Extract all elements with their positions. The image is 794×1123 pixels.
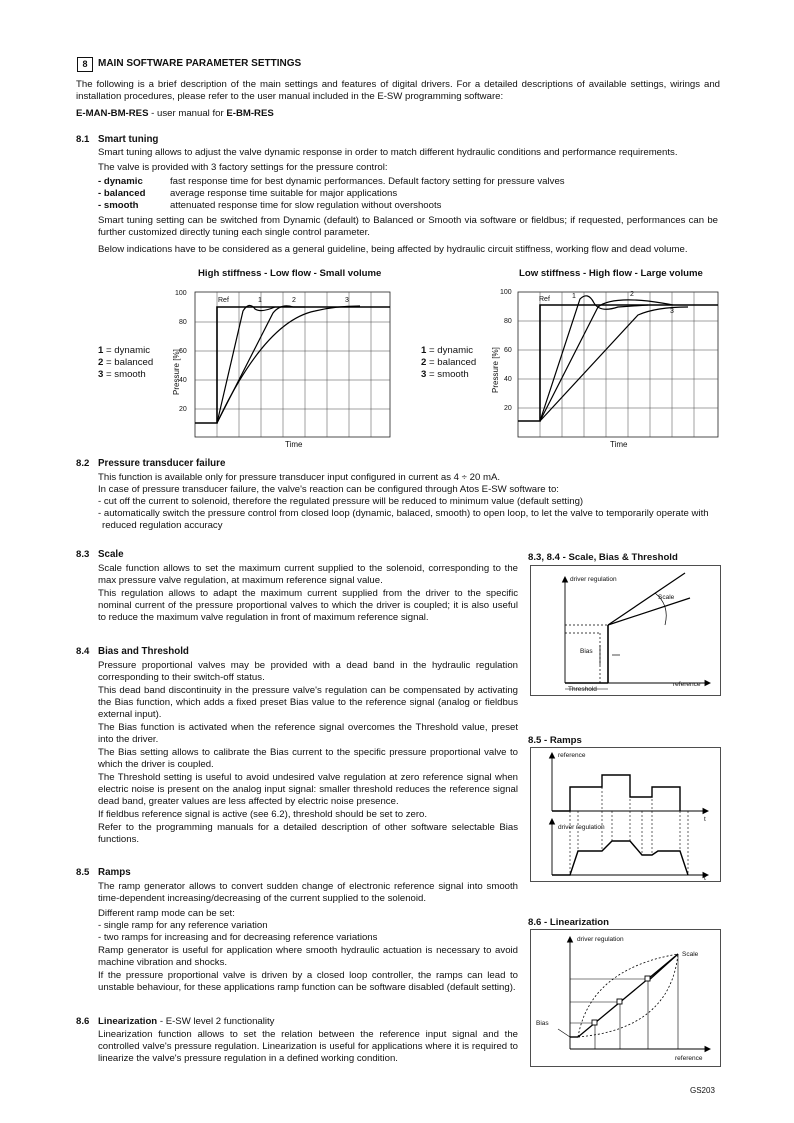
s84-p3: The Bias function is activated when the reference signal overcomes the Threshold value, preset into the driver. [98,722,518,746]
driver-code: E-BM-RES [226,108,274,119]
tick-y-60: 60 [179,348,187,355]
s81-p2: The valve is provided with 3 factory settings for the pressure control: [98,162,388,173]
tick-y-20: 20 [179,406,187,413]
s85-number: 8.5 [76,867,90,878]
legend-num: 2 [98,357,104,368]
s86-title-suffix: - E-SW level 2 functionality [157,1016,275,1027]
tuning-key: - dynamic [98,176,143,187]
legend-item [421,369,476,381]
curve-label-1: 1 [258,297,262,304]
ramps-title: 8.5 - Ramps [528,735,582,746]
manual-mid: - user manual for [148,108,227,119]
s83-p2: This regulation allows to adapt the maximum current supplied from the driver to the specific nominal current of the pressure proportional valves to which the driver is coupled; it is also useful to reduce the maximum valve regulation in front of maximum reference signal. [98,588,518,624]
legend-num: 2 [421,357,427,368]
s84-number: 8.4 [76,646,90,657]
legend-label: = dynamic [103,345,151,356]
s86-heading [98,1016,274,1028]
tick-y-80: 80 [504,318,512,325]
curve-label-2: 2 [292,297,296,304]
s83-p1: Scale function allows to set the maximum current supplied to the solenoid, corresponding to the max pressure valve regulation, at maximum reference signal value. [98,563,518,587]
page-code: GS203 [690,1086,715,1095]
curve-label-2: 2 [630,291,634,298]
s82-number: 8.2 [76,458,90,469]
manual-reference [76,108,274,120]
sbt-threshold-label: Threshold [568,686,597,693]
tick-y-100: 100 [175,290,187,297]
s85-p1: The ramp generator allows to convert sudden change of electronic reference signal into smooth time-dependent increasing/decreasing of the current supplied to the solenoid. [98,881,518,905]
manual-code: E-MAN-BM-RES [76,108,149,119]
tuning-key: - smooth [98,200,139,211]
graph-right [488,283,723,453]
s81-p3: Smart tuning setting can be switched from Dynamic (default) to Balanced or Smooth via software or fieldbus; if requested, performances can be further customized directly tuning each single control parameter. [98,215,718,239]
legend-label: = balanced [426,357,477,368]
tuning-desc: average response time suitable for major applications [170,188,398,199]
tick-y-60: 60 [504,347,512,354]
s84-p6: If fieldbus reference signal is active (see 6.2), threshold should be set to zero. [98,809,428,820]
y-axis-label: Pressure [%] [172,349,181,395]
lin-scale-label: Scale [682,951,699,958]
s86-p1: Linearization function allows to set the relation between the reference input signal and the controlled valve's pressure regulation. Linearization is useful for applications where it is required to linearize the valve's pressure regulation in a defined working condition. [98,1029,518,1065]
s81-title: Smart tuning [98,134,159,145]
legend-label: = smooth [426,369,469,380]
tuning-list [98,176,738,212]
legend-num: 3 [421,369,427,380]
ref-label: Ref [218,297,229,304]
s85-p2: Different ramp mode can be set: [98,908,235,919]
sbt-scale-label: Scale [658,594,675,601]
ref-label: Ref [539,296,550,303]
s85-p6: If the pressure proportional valve is driven by a closed loop controller, the ramps can lead to unstable behaviour, for these applications ramp function can be software disabled (default setting). [98,970,518,994]
s85-title: Ramps [98,867,131,878]
graph-right-title: Low stiffness - High flow - Large volume [519,268,703,279]
s85-p5: Ramp generator is useful for application where smooth hydraulic actuation is necessary to avoid machine vibration and shocks. [98,945,518,969]
legend-label: = balanced [103,357,154,368]
s84-p4: The Bias setting allows to calibrate the Bias current to the specific pressure proportional valve to which the driver is coupled. [98,747,518,771]
s82-l5: reduced regulation accuracy [102,520,223,531]
legend-item [98,345,153,357]
legend-label: = smooth [103,369,146,380]
s86-number: 8.6 [76,1016,90,1027]
s82-l1: This function is available only for pressure transducer input configured in current as 4 ÷ 20 mA. [98,472,501,483]
lin-bias-label: Bias [536,1020,549,1027]
ramps-t-label-2: t [704,875,706,882]
tuning-item [98,188,738,200]
s84-title: Bias and Threshold [98,646,189,657]
legend-item [98,369,153,381]
diagram-linearization [530,929,722,1068]
s84-p7: Refer to the programming manuals for a detailed description of other software selectable Bias functions. [98,822,518,846]
section-title: MAIN SOFTWARE PARAMETER SETTINGS [98,58,302,69]
tuning-desc: fast response time for best dynamic performances. Default factory setting for pressure valves [170,176,565,187]
legend-num: 1 [421,345,427,356]
s84-p5: The Threshold setting is useful to avoid undesired valve regulation at zero reference signal when electric noise is present on the analog input signal: smaller threshold reduces the reference signal dead band, greater values are less affected by electric noise presence. [98,772,518,808]
sbt-driver-label: driver regulation [570,576,617,583]
s81-number: 8.1 [76,134,90,145]
s85-p4: - two ramps for increasing and for decreasing reference variations [98,932,378,943]
diagram-scale-bias-threshold [530,565,722,697]
sbt-reference-label: reference [673,681,701,688]
s81-p1: Smart tuning allows to adjust the valve dynamic response in order to match different hydraulic conditions and performance requirements. [98,147,678,158]
ramps-t-label: t [704,816,706,823]
ramps-reference-label: reference [558,752,586,759]
curve-label-1: 1 [572,293,576,300]
tuning-desc: attenuated response time for slow regulation without overshoots [170,200,442,211]
y-axis-label: Pressure [%] [491,347,500,393]
s85-p3: - single ramp for any reference variation [98,920,268,931]
diagram-ramps [530,747,722,883]
s81-p4: Below indications have to be considered as a general guideline, being affected by hydraulic circuit stiffness, working flow and dead volume. [98,244,688,255]
legend-num: 3 [98,369,104,380]
x-axis-label: Time [285,440,303,449]
legend-left [98,345,153,381]
s84-p2: This dead band discontinuity in the pressure valve's regulation can be compensated by activating the Bias function, which adds a fixed preset Bias value to the reference signal (analog or fieldbus external input). [98,685,518,721]
legend-item [421,345,476,357]
sbt-title: 8.3, 8.4 - Scale, Bias & Threshold [528,552,678,563]
s82-l2: In case of pressure transducer failure, the valve's reaction can be configured through Atos E-SW software to: [98,484,559,495]
tick-y-20: 20 [504,405,512,412]
s82-l3: - cut off the current to solenoid, therefore the regulated pressure will be reduced to minimum value (default setting) [98,496,584,507]
s86-title: Linearization [98,1016,158,1027]
tick-y-40: 40 [179,377,187,384]
tuning-key: - balanced [98,188,146,199]
lin-reference-label: reference [675,1055,703,1062]
s82-title: Pressure transducer failure [98,458,226,469]
s83-number: 8.3 [76,549,90,560]
lin-driver-label: driver regulation [577,936,624,943]
tuning-item [98,176,738,188]
s82-l4: - automatically switch the pressure control from closed loop (dynamic, balaced, smooth) to open loop, to let the valve to temporarily operate with [98,508,709,519]
tick-y-40: 40 [504,376,512,383]
curve-label-3: 3 [345,297,349,304]
tick-y-80: 80 [179,319,187,326]
sbt-bias-label: Bias [580,648,593,655]
tuning-item [98,200,738,212]
curve-label-3: 3 [670,308,674,315]
s84-p1: Pressure proportional valves may be provided with a dead band in the hydraulic regulation corresponding to their switch-off status. [98,660,518,684]
tick-y-100: 100 [500,289,512,296]
lin-title: 8.6 - Linearization [528,917,610,928]
section-number-box: 8 [77,57,93,72]
legend-item [421,357,476,369]
legend-right [421,345,476,381]
legend-item [98,357,153,369]
graph-left [165,283,400,453]
graph-left-title: High stiffness - Low flow - Small volume [198,268,382,279]
ramps-driver-label: driver regulation [558,824,605,831]
x-axis-label: Time [610,440,628,449]
s83-title: Scale [98,549,124,560]
intro-paragraph: The following is a brief description of the main settings and features of digital drivers. For a detailed descriptions of available settings, wirings and installation procedures, please refer to the user manual included in the E-SW programming software: [76,79,720,103]
legend-num: 1 [98,345,104,356]
legend-label: = dynamic [426,345,474,356]
